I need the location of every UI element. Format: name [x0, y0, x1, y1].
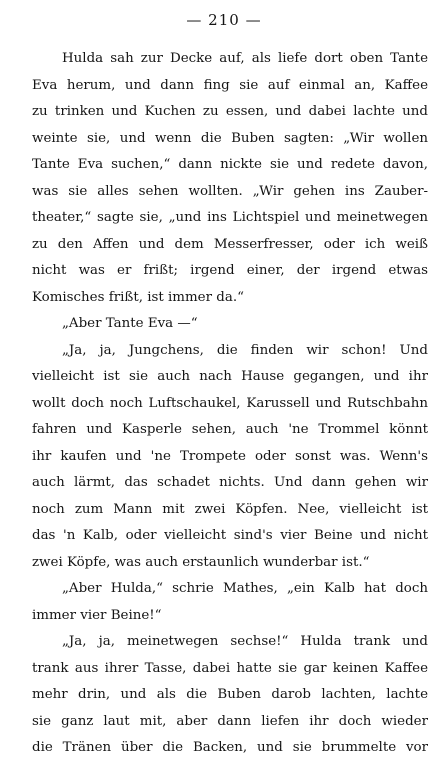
- text-line: „Ja, ja, Jungchens, die finden wir schon! Und: [62, 342, 428, 358]
- text-line: zwei Köpfe, was auch erstaunlich wunderbar ist.“: [32, 554, 370, 570]
- text-line: fahren und Kasperle sehen, auch 'ne Trommel könnt: [32, 422, 428, 437]
- text-line: das 'n Kalb, oder vielleicht sind's vier Beine und nicht: [32, 528, 428, 543]
- text-line: Eva herum, und dann fing sie auf einmal an, Kaffee: [32, 77, 428, 93]
- text-line: Komisches frißt, ist immer da.“: [32, 289, 244, 305]
- body-text: [32, 46, 428, 762]
- text-line: nicht was er frißt; irgend einer, der irgend etwas: [32, 263, 428, 278]
- text-line: Tante Eva suchen,“ dann nickte sie und redete davon,: [32, 157, 428, 172]
- text-line: Hulda sah zur Decke auf, als liefe dort oben Tante: [62, 51, 428, 66]
- text-line: „Aber Hulda,“ schrie Mathes, „ein Kalb hat doch: [62, 581, 428, 596]
- text-line: vielleicht ist sie auch nach Hause gegangen, und ihr: [32, 369, 428, 384]
- text-line: noch zum Mann mit zwei Köpfen. Nee, vielleicht ist: [32, 501, 428, 517]
- text-line: wollt doch noch Luftschaukel, Karussell und Rutschbahn: [32, 395, 428, 411]
- text-line: immer vier Beine!“: [32, 607, 162, 623]
- text-line: ihr kaufen und 'ne Trompete oder sonst was. Wenn's: [32, 448, 428, 464]
- text-line: trank aus ihrer Tasse, dabei hatte sie gar keinen Kaffee: [32, 660, 428, 676]
- text-line: auch lärmt, das schadet nichts. Und dann gehen wir: [32, 475, 428, 490]
- text-line: die Tränen über die Backen, und sie brummelte vor: [32, 740, 428, 755]
- text-line: theater,“ sagte sie, „und ins Lichtspiel und meinetwegen: [32, 210, 428, 225]
- text-line: zu trinken und Kuchen zu essen, und dabei lachte und: [32, 104, 428, 119]
- text-line: zu den Affen und dem Messerfresser, oder ich weiß: [32, 236, 428, 252]
- text-line: „Ja, ja, meinetwegen sechse!“ Hulda trank und: [62, 634, 428, 649]
- text-line: „Aber Tante Eva —“: [62, 316, 198, 331]
- page-number: — 210 —: [186, 11, 262, 29]
- text-line: was sie alles sehen wollten. „Wir gehen ins Zauber-: [32, 183, 428, 199]
- text-line: mehr drin, und als die Buben darob lachten, lachte: [32, 687, 428, 702]
- text-line: sie ganz laut mit, aber dann liefen ihr doch wieder: [32, 713, 428, 729]
- text-line: weinte sie, und wenn die Buben sagten: „Wir wollen: [32, 130, 428, 146]
